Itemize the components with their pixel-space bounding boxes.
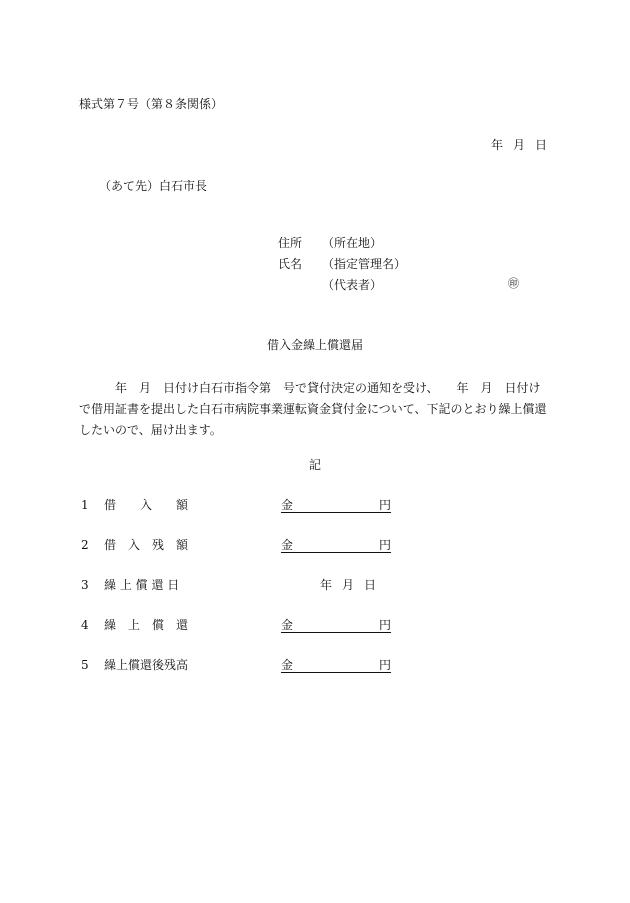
date-year: 年 (491, 138, 504, 152)
amount-prefix: 金 (281, 658, 294, 672)
name-sub-label: （指定管理名） (322, 257, 407, 271)
amount-unit: 円 (378, 538, 391, 552)
item-number: 2 (81, 538, 89, 552)
address-sub-label: （所在地） (322, 236, 383, 250)
document-title: 借入金繰上償還届 (266, 338, 363, 352)
date-day: 日 (535, 138, 548, 152)
representative-sub-label: （代表者） (322, 278, 383, 292)
form-number: 様式第７号（第８条関係） (79, 97, 224, 111)
item-label: 繰 上 償 還 (104, 618, 189, 632)
body-line-2: で借用証書を提出した白石市病院事業運転資金貸付金について、下記のとおり繰上償還 (79, 402, 547, 416)
item-number: 3 (81, 578, 89, 592)
body-text (79, 378, 559, 441)
ki-heading: 記 (308, 458, 321, 472)
amount-field (281, 619, 391, 633)
amount-field (281, 539, 391, 553)
amount-unit: 円 (378, 658, 391, 672)
amount-unit: 円 (378, 618, 391, 632)
amount-prefix: 金 (281, 498, 294, 512)
applicant-address-row (278, 237, 382, 249)
body-line-3: したいので、届け出ます。 (79, 423, 222, 437)
amount-field (281, 499, 391, 513)
name-label: 氏名 (278, 257, 303, 271)
body-line-1: 年 月 日付け白石市指令第 号で貸付決定の通知を受け、 年 月 日付け (115, 381, 541, 395)
item-number: 4 (81, 618, 89, 632)
addressee: （あて先）白石市長 (99, 179, 208, 193)
repayment-date (320, 579, 376, 591)
item-number: 1 (81, 498, 89, 512)
seal-mark: ㊞ (508, 277, 519, 290)
address-label: 住所 (278, 236, 303, 250)
submission-date (491, 139, 547, 151)
date-year: 年 (320, 578, 333, 592)
amount-prefix: 金 (281, 618, 294, 632)
date-day: 日 (364, 578, 377, 592)
amount-field (281, 659, 391, 673)
applicant-name-row (278, 258, 406, 270)
item-label: 繰 上 償 還 日 (104, 578, 180, 592)
item-label: 借 入 残 額 (104, 538, 189, 552)
applicant-representative-row (278, 279, 382, 291)
amount-unit: 円 (378, 498, 391, 512)
date-month: 月 (342, 578, 355, 592)
item-label: 借 入 額 (104, 498, 189, 512)
date-month: 月 (513, 138, 526, 152)
item-number: 5 (81, 658, 89, 672)
amount-prefix: 金 (281, 538, 294, 552)
item-label: 繰上償還後残高 (104, 658, 189, 672)
